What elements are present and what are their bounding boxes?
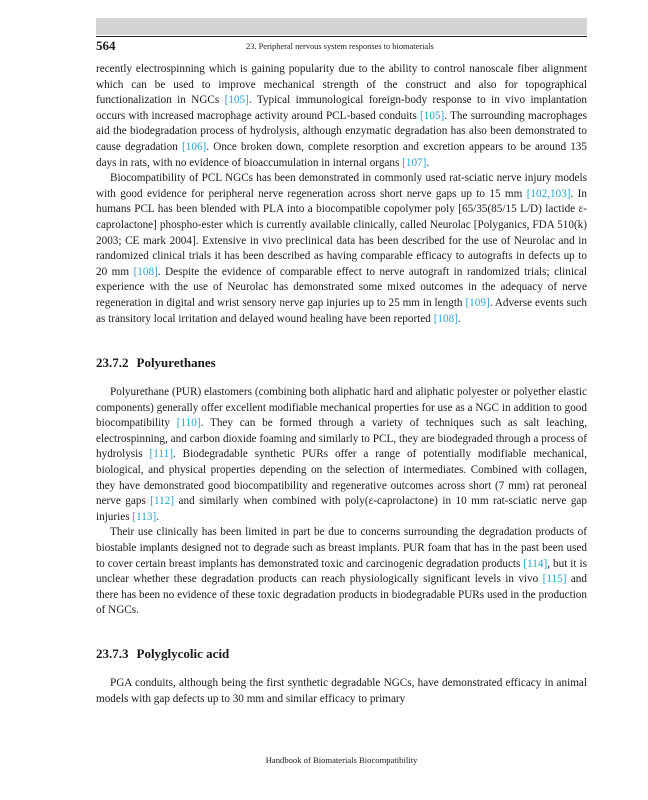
section-number: 23.7.2 [96, 355, 129, 371]
text-run: and there has been no evidence of these toxic degradation products in biodegradable PURs used in the production of NGCs. [96, 573, 587, 617]
footer-book-title: Handbook of Biomaterials Biocompatibility [265, 755, 418, 765]
citation-link[interactable]: [113] [132, 510, 157, 523]
text-run: . Despite the evidence of comparable effect to nerve autograft in randomized trials; clinical experience with the use of Neurolac has demonstrated some mixed outcomes in the adequacy of nerve regeneration in digital and wrist sensory nerve gap injuries up to 25 mm in length [96, 265, 588, 309]
citation-link[interactable]: [111] [149, 448, 173, 461]
paragraph [96, 62, 587, 171]
page-body [96, 62, 587, 707]
text-run: and similarly when combined with poly(ε-caprolactone) in 10 mm rat-sciatic nerve gap injuries [96, 495, 587, 523]
citation-link[interactable]: [106] [182, 140, 207, 153]
text-run: . [426, 156, 430, 169]
text-run: Biocompatibility of PCL NGCs has been demonstrated in commonly used rat-sciatic nerve injury models with good evidence for peripheral nerve regeneration across short nerve gaps up to 15 mm [96, 172, 587, 200]
text-run: . Biodegradable synthetic PURs offer a range of potentially modifiable mechanical, biological, and physical properties depending on the selection of intermediates. Combined with collagen, they have demonstrated good biocompatibility and regenerative outcomes across short (7 mm) rat peroneal nerve gaps [96, 448, 588, 508]
text-run: , but it is unclear whether these degradation products can reach physiologically significant levels in vivo [96, 557, 587, 586]
page-number: 564 [96, 38, 116, 53]
header-bar [96, 18, 587, 35]
section-heading-polyurethanes [96, 355, 587, 371]
section-title: Polyglycolic acid [136, 646, 230, 661]
paragraph [96, 525, 587, 619]
citation-link[interactable]: [115] [542, 573, 567, 586]
citation-link[interactable]: [107] [402, 156, 427, 169]
text-run: recently electrospinning which is gaining popularity due to the ability to control nanoscale fiber alignment which can be used to improve mechanical strength of the construct and also for topographical functionalization in NGCs [96, 63, 587, 107]
section-title: Polyurethanes [136, 355, 216, 371]
citation-link[interactable]: [108] [433, 312, 458, 325]
citation-link[interactable]: [112] [150, 495, 175, 508]
section-number: 23.7.3 [96, 646, 129, 661]
citation-link[interactable]: [109] [465, 296, 490, 309]
citation-link[interactable]: [105] [420, 109, 445, 122]
citation-link[interactable]: [110] [176, 417, 201, 430]
text-run: . [156, 510, 159, 523]
citation-link[interactable]: [105] [224, 94, 249, 107]
text-run: PGA conduits, although being the first synthetic degradable NGCs, have demonstrated efficacy in animal models with gap defects up to 30 mm and similar efficacy to primary [96, 677, 587, 705]
text-run: . The surrounding macrophages aid the biodegradation process of hydrolysis, although enzymatic degradation has also been demonstrated to cause degradation [96, 109, 588, 153]
text-run: . In humans PCL has been blended with PLA into a biocompatible copolymer poly [65/35(85/15 L/D) lactide ε-caprolactone] phospho-ester which is currently available clinically, called Neurolac [Polyganics, FDA 510(k) 2003; CE mark 2004]. Extensive in vivo preclinical data has been described for the use of Neurolac and in randomized clinical trials it has been described as having comparable efficacy to autografts in defects up to 20 mm [96, 187, 587, 278]
header-rule [96, 36, 587, 37]
text-run: Polyurethane (PUR) elastomers (combining both aliphatic hard and aliphatic polyester or polyether elastic components) generally offer excellent modifiable mechanical properties for use as a NGC in addition to good biocompatibility [96, 386, 587, 430]
paragraph [96, 171, 587, 327]
section-heading-polyglycolic-acid [96, 646, 587, 662]
running-head: 23. Peripheral nervous system responses to biomaterials [246, 42, 434, 51]
paragraph [96, 676, 587, 707]
paragraph [96, 385, 587, 525]
text-run: . [457, 312, 461, 325]
citation-link[interactable]: [114] [523, 557, 548, 570]
citation-link[interactable]: [102,103] [526, 187, 571, 200]
text-run: . Once broken down, complete resorption and excretion appears to be around 135 days in rats, with no evidence of bioaccumulation in internal organs [96, 140, 587, 169]
text-run: . Typical immunological foreign-body response to in vivo implantation occurs with increased macrophage activity around PCL-based conduits [96, 94, 587, 122]
text-run: . They can be formed through a variety of techniques such as salt leaching, electrospinning, and carbon dioxide foaming and similarly to PCL, they are biodegraded through a process of hydrolysis [96, 417, 587, 461]
text-run: Their use clinically has been limited in part be due to concerns surrounding the degradation products of biostable implants designed not to degrade such as breast implants. PUR foam that has in the past been used to cover certain breast implants has demonstrated toxic and carcinogenic degradation products [96, 526, 587, 570]
citation-link[interactable]: [108] [133, 265, 158, 278]
text-run: . Adverse events such as transitory local irritation and delayed wound healing have been reported [96, 296, 587, 325]
